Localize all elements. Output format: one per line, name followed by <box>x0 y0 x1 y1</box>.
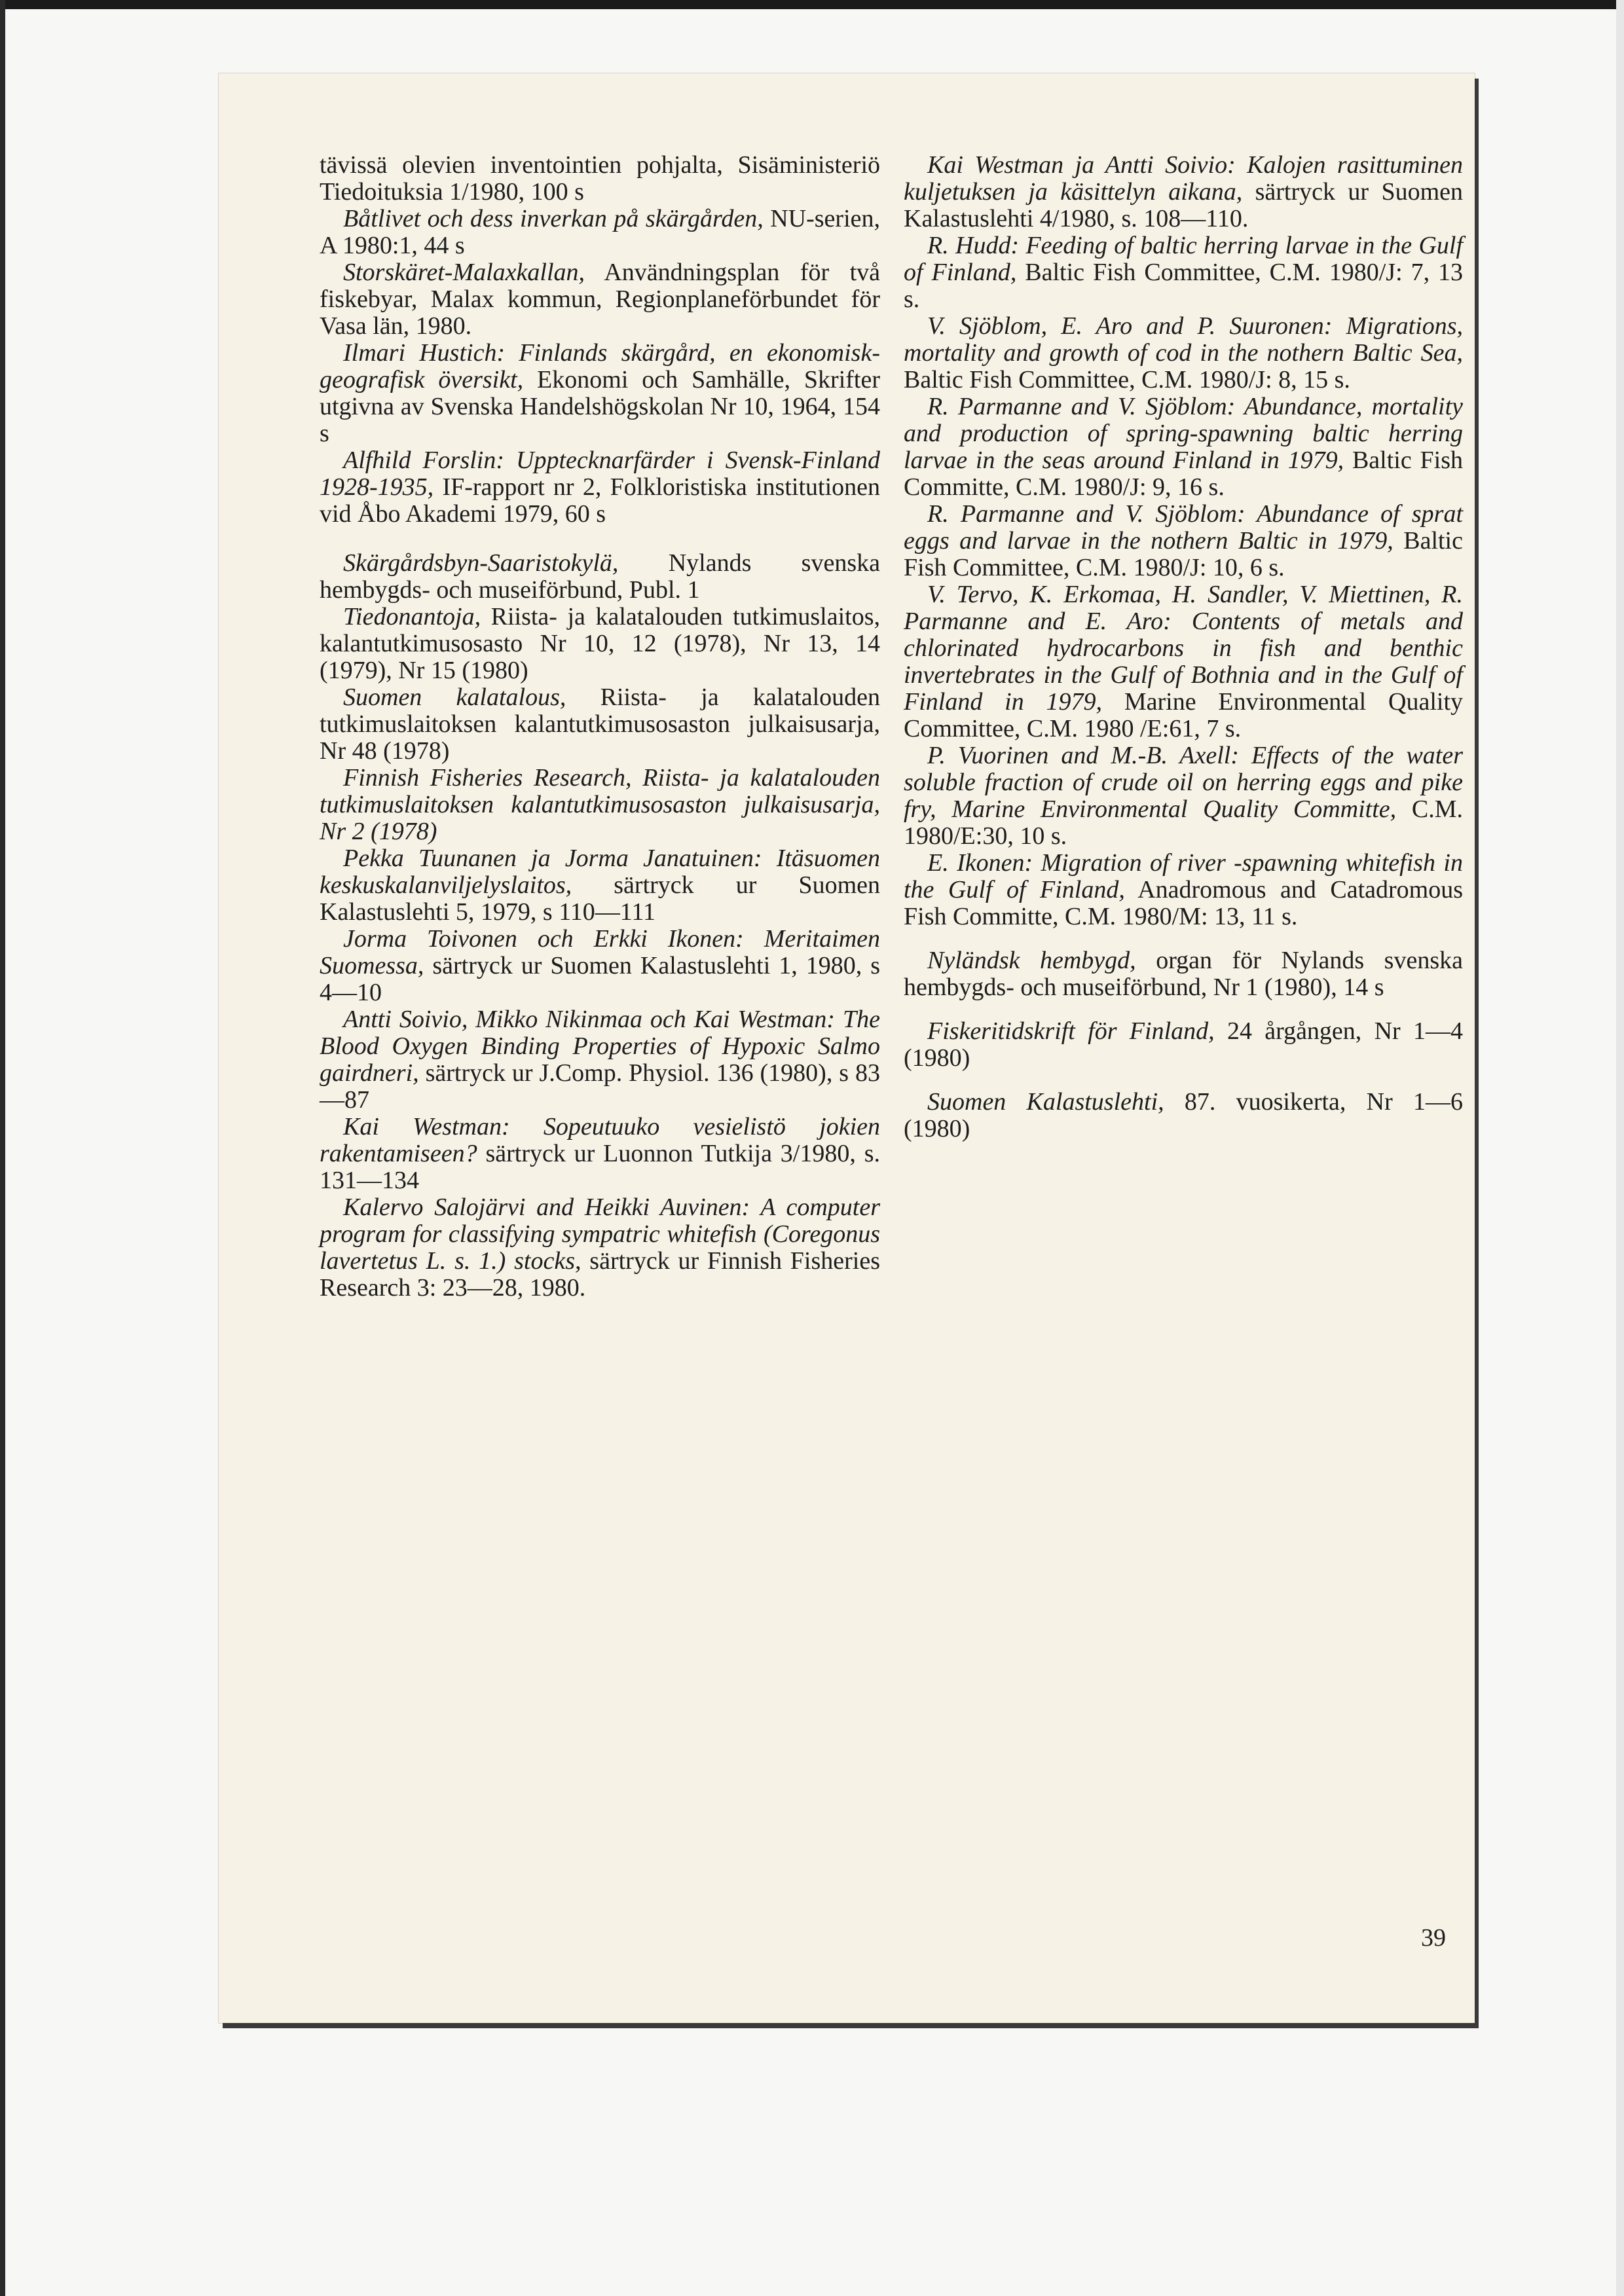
entry-title: Fiskeritidskrift för Finland, <box>927 1017 1215 1045</box>
entry-title: Migrations, mortality and growth of cod in the nothern Baltic Sea, <box>904 312 1463 367</box>
entry-title: Upptecknarfärder i Svensk-Finland 1928-1935, <box>320 446 881 501</box>
entry-citation: C.M. 1980/E:30, 10 s. <box>904 795 1463 850</box>
entry-title: A computer program for classifying sympatric whitefish (Coregonus lavertetus L. s. 1.) stocks, <box>320 1194 880 1275</box>
entry-citation: NU-serien, A 1980:1, 44 s <box>320 205 880 259</box>
printed-page <box>219 73 1475 2023</box>
entry-title: Kalojen rasittuminen kuljetuksen ja käsittelyn aikana, <box>904 151 1463 206</box>
entry-citation: särtryck ur Suomen Kalastuslehti 5, 1979, s 110—111 <box>320 871 880 926</box>
entry-title: Abundance, mortality and production of spring-spawning baltic herring larvae in the seas around Finland in 1979, <box>904 393 1464 474</box>
bibliography-entry <box>320 340 880 447</box>
bibliography-entry <box>320 926 880 1006</box>
entry-title: Effects of the water soluble fraction of crude oil on herring eggs and pike fry, Marine Environmental Quality Committe, <box>904 742 1463 823</box>
entry-title: Suomen kalatalous, <box>343 683 566 711</box>
entry-author: Alfhild Forslin: <box>343 446 505 474</box>
entry-author: R. Parmanne and V. Sjöblom: <box>927 500 1246 528</box>
entry-citation: tävissä olevien inventointien pohjalta, Sisäministeriö Tiedoituksia 1/1980, 100 s <box>320 151 880 206</box>
bibliography-entry <box>904 947 1463 1001</box>
bibliography-entry <box>904 232 1463 313</box>
entry-citation: Riista- ja kalatalouden tutkimuslaitoksen kalantutkimusosaston julkaisusarja, Nr 48 (1978) <box>320 683 881 765</box>
entry-title: Suomen Kalastuslehti, <box>927 1088 1164 1116</box>
bibliography-entry <box>320 684 880 765</box>
entry-title: Båtlivet och dess inverkan på skärgården, <box>343 205 764 232</box>
entry-author: Kai Westman: <box>343 1113 510 1140</box>
bibliography-entry <box>320 152 880 206</box>
entry-title: Migration of river -spawning whitefish in the Gulf of Finland, <box>904 849 1463 903</box>
entry-author: R. Hudd: <box>927 232 1020 259</box>
entry-title: Abundance of sprat eggs and larvae in the nothern Baltic in 1979, <box>904 500 1464 555</box>
bibliography-entry <box>904 152 1463 232</box>
entry-title: Tiedonantoja, <box>343 603 481 630</box>
entry-title: Storskäret-Malaxkallan, <box>343 259 585 286</box>
entry-citation: Ekonomi och Samhälle, Skrifter utgivna av Svenska Handelshögskolan Nr 10, 1964, 154 s <box>320 366 880 447</box>
entry-citation: Riista- ja kalatalouden tutkimuslaitos, kalantutkimusosasto Nr 10, 12 (1978), Nr 13, 14 (1979), Nr 15 (1980) <box>320 603 880 684</box>
entry-author: Kalervo Salojärvi and Heikki Auvinen: <box>343 1194 750 1221</box>
entry-author: Pekka Tuunanen ja Jorma Janatuinen: <box>343 845 762 872</box>
entry-author: P. Vuorinen and M.-B. Axell: <box>927 742 1240 769</box>
entry-author: V. Sjöblom, E. Aro and P. Suuronen: <box>927 312 1333 340</box>
entry-title: Finlands skärgård, en ekonomisk-geografisk översikt, <box>320 339 880 393</box>
bibliography-entry <box>904 1018 1463 1072</box>
entry-title: The Blood Oxygen Binding Properties of Hypoxic Salmo gairdneri, <box>320 1006 880 1087</box>
bibliography-entry <box>320 206 880 259</box>
entry-title: Meritaimen Suomessa, <box>320 925 880 979</box>
bibliography-entry <box>320 447 880 528</box>
entry-title: Feeding of baltic herring larvae in the Gulf of Finland, <box>904 232 1463 286</box>
scanner-top-edge <box>0 0 1624 9</box>
entry-author: Kai Westman ja Antti Soivio: <box>927 151 1236 179</box>
left-column <box>320 152 880 1302</box>
bibliography-entry <box>320 845 880 926</box>
bibliography-entry <box>320 765 880 845</box>
entry-citation: Baltic Fish Committe, C.M. 1980/J: 9, 16 s. <box>904 446 1464 501</box>
entry-citation: särtryck ur J.Comp. Physiol. 136 (1980), s 83—87 <box>320 1059 880 1114</box>
entry-author: E. Ikonen: <box>927 849 1033 877</box>
entry-citation: Baltic Fish Committee, C.M. 1980/J: 10, 6 s. <box>904 527 1463 581</box>
entry-citation: särtryck ur Suomen Kalastuslehti 1, 1980, s 4—10 <box>320 952 880 1006</box>
entry-title: Finnish Fisheries Research, Riista- ja kalatalouden tutkimuslaitoksen kalantutkimusosaston julkaisusarja, Nr 2 (1978) <box>320 764 880 845</box>
entry-citation: Baltic Fish Committee, C.M. 1980/J: 8, 15 s. <box>904 366 1350 393</box>
entry-citation: Marine Environmental Quality Committee, C.M. 1980 /E:61, 7 s. <box>904 688 1463 742</box>
scanner-right-edge <box>1616 0 1624 2296</box>
bibliography-entry <box>904 850 1463 930</box>
entry-author: R. Parmanne and V. Sjöblom: <box>927 393 1236 420</box>
scanner-left-edge <box>0 0 5 2296</box>
entry-citation: Anadromous and Catadromous Fish Committe, C.M. 1980/M: 13, 11 s. <box>904 876 1463 930</box>
page-number: 39 <box>1421 1924 1446 1952</box>
entry-author: Jorma Toivonen och Erkki Ikonen: <box>343 925 744 953</box>
right-column <box>904 152 1463 1142</box>
bibliography-entry <box>904 581 1463 742</box>
bibliography-entry <box>904 742 1463 850</box>
entry-citation: 87. vuosikerta, Nr 1—6 (1980) <box>904 1088 1464 1142</box>
bibliography-entry <box>320 1114 880 1194</box>
bibliography-entry <box>904 1089 1463 1142</box>
entry-citation: organ för Nylands svenska hembygds- och museiförbund, Nr 1 (1980), 14 s <box>904 947 1463 1001</box>
entry-citation: Nylands svenska hembygds- och museiförbund, Publ. 1 <box>320 549 880 604</box>
entry-citation: 24 årgången, Nr 1—4 (1980) <box>904 1017 1463 1072</box>
entry-citation: särtryck ur Finnish Fisheries Research 3: 23—28, 1980. <box>320 1247 880 1302</box>
entry-citation: Användningsplan för två fiskebyar, Malax kommun, Regionplaneförbundet för Vasa län, 1980. <box>320 259 880 340</box>
bibliography-entry <box>904 393 1463 501</box>
entry-title: Nyländsk hembygd, <box>927 947 1136 974</box>
entry-citation: särtryck ur Luonnon Tutkija 3/1980, s. 131—134 <box>320 1140 880 1194</box>
entry-citation: IF-rapport nr 2, Folkloristiska institutionen vid Åbo Akademi 1979, 60 s <box>320 473 880 528</box>
bibliography-entry <box>904 501 1463 581</box>
entry-author: Ilmari Hustich: <box>343 339 506 367</box>
entry-title: Skärgårdsbyn-Saaristokylä, <box>343 549 619 577</box>
bibliography-entry <box>320 259 880 340</box>
entry-title: Itäsuomen keskuskalanviljelyslaitos, <box>320 845 881 899</box>
entry-citation: Baltic Fish Committee, C.M. 1980/J: 7, 13 s. <box>904 259 1463 313</box>
entry-title: Contents of metals and chlorinated hydrocarbons in fish and benthic invertebrates in the Gulf of Bothnia and in the Gulf of Finland in 1979, <box>904 608 1464 716</box>
bibliography-entry <box>320 604 880 684</box>
entry-citation: särtryck ur Suomen Kalastuslehti 4/1980, s. 108—110. <box>904 178 1463 232</box>
entry-author: V. Tervo, K. Erkomaa, H. Sandler, V. Miettinen, R. Parmanne and E. Aro: <box>904 581 1463 635</box>
entry-title: Sopeutuuko vesielistö jokien rakentamiseen? <box>320 1113 880 1167</box>
bibliography-entry <box>320 1006 880 1114</box>
entry-author: Antti Soivio, Mikko Nikinmaa och Kai Westman: <box>343 1006 836 1033</box>
bibliography-entry <box>320 1194 880 1302</box>
bibliography-entry <box>320 550 880 604</box>
bibliography-entry <box>904 313 1463 393</box>
